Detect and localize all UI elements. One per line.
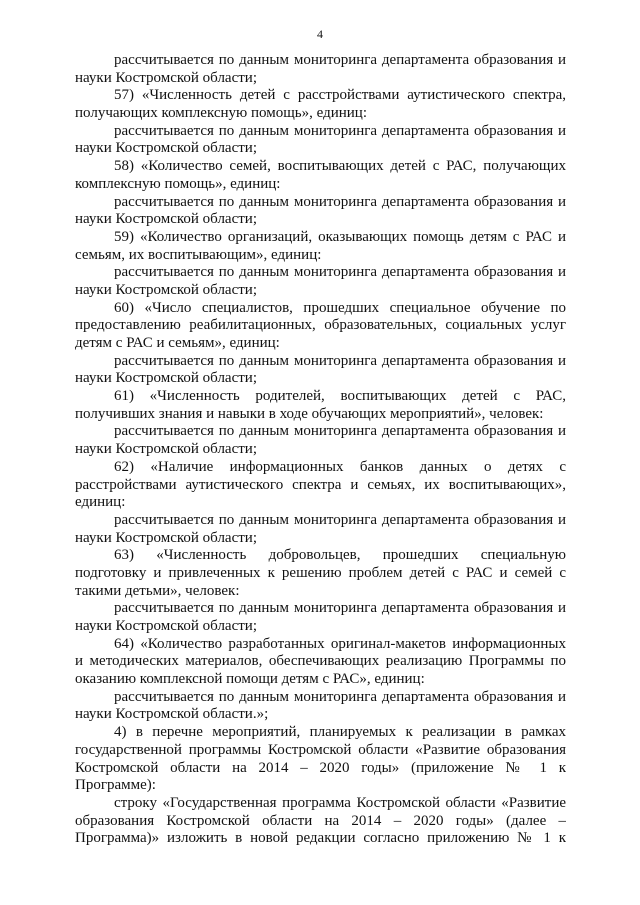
text-line: науки Костромской области; — [75, 618, 257, 634]
text-line: 61) «Численность родителей, воспитывающих детей с РАС, — [114, 388, 566, 405]
text-line: предоставлению реабилитационных, образовательных, социальных услуг — [75, 317, 566, 334]
text-line: 64) «Количество разработанных оригинал-макетов информационных — [114, 635, 566, 652]
text-line: рассчитывается по данным мониторинга департамента образования и — [114, 352, 566, 369]
text-line: подготовку и привлеченных к решению проблем детей с РАС и семей с — [75, 564, 566, 581]
text-line: детям с РАС и семьям», единиц: — [75, 335, 280, 351]
text-line: науки Костромской области; — [75, 211, 257, 228]
text-line: рассчитывается по данным мониторинга департамента образования и — [114, 423, 566, 440]
text-line: семьям, их воспитывающим», единиц: — [75, 246, 322, 263]
text-line: 60) «Число специалистов, прошедших специальное обучение по — [114, 299, 566, 316]
text-line: Программа)» изложить в новой редакции согласно приложению № 1 к — [75, 830, 566, 847]
text-line: Программе): — [75, 777, 156, 794]
text-line: 4) в перечне мероприятий, планируемых к реализации в рамках — [114, 724, 566, 741]
text-line: и методических материалов, обеспечивающих реализацию Программы по — [75, 653, 566, 670]
text-line: науки Костромской области; — [75, 529, 257, 546]
text-line: рассчитывается по данным мониторинга департамента образования и — [114, 122, 566, 139]
text-line: науки Костромской области; — [75, 441, 257, 458]
text-line: Костромской области на 2014 – 2020 годы» (приложение № 1 к — [75, 759, 566, 776]
text-line: рассчитывается по данным мониторинга департамента образования и — [114, 52, 566, 68]
text-line: науки Костромской области; — [75, 69, 257, 86]
text-line: 57) «Численность детей с расстройствами аутистического спектра, — [114, 87, 566, 104]
text-line: рассчитывается по данным мониторинга департамента образования и — [114, 688, 566, 705]
document-body-text — [75, 52, 566, 848]
text-line: государственной программы Костромской области «Развитие образования — [75, 741, 566, 758]
page-number: 4 — [317, 27, 323, 41]
text-line: оказанию комплексной помощи детям с РАС», единиц: — [75, 671, 425, 688]
text-line: науки Костромской области.»; — [75, 706, 269, 723]
text-line: рассчитывается по данным мониторинга департамента образования и — [114, 511, 566, 528]
text-line: получающих комплексную помощь», единиц: — [75, 105, 368, 122]
text-line: образования Костромской области на 2014 – 2020 годы» (далее – — [75, 812, 566, 829]
text-line: единиц: — [75, 494, 126, 511]
text-line: науки Костромской области; — [75, 140, 257, 157]
text-line: 62) «Наличие информационных банков данных о детях с — [114, 458, 566, 475]
text-line: 59) «Количество организаций, оказывающих помощь детям с РАС и — [114, 228, 566, 245]
text-line: 63) «Численность добровольцев, прошедших специальную — [114, 547, 566, 564]
text-line: рассчитывается по данным мониторинга департамента образования и — [114, 264, 566, 281]
text-line: строку «Государственная программа Костромской области «Развитие — [114, 794, 566, 811]
text-line: науки Костромской области; — [75, 281, 257, 298]
text-line: рассчитывается по данным мониторинга департамента образования и — [114, 600, 566, 617]
text-line: комплексную помощь», единиц: — [75, 175, 281, 192]
text-line: получивших знания и навыки в ходе обучающих мероприятий», человек: — [75, 405, 544, 422]
text-line: расстройствами аутистического спектра и семьях, их воспитывающих», — [75, 476, 566, 493]
text-line: 58) «Количество семей, воспитывающих детей с РАС, получающих — [114, 158, 566, 175]
text-line: рассчитывается по данным мониторинга департамента образования и — [114, 193, 566, 210]
text-line: науки Костромской области; — [75, 370, 257, 387]
text-line: такими детьми», человек: — [75, 582, 240, 599]
